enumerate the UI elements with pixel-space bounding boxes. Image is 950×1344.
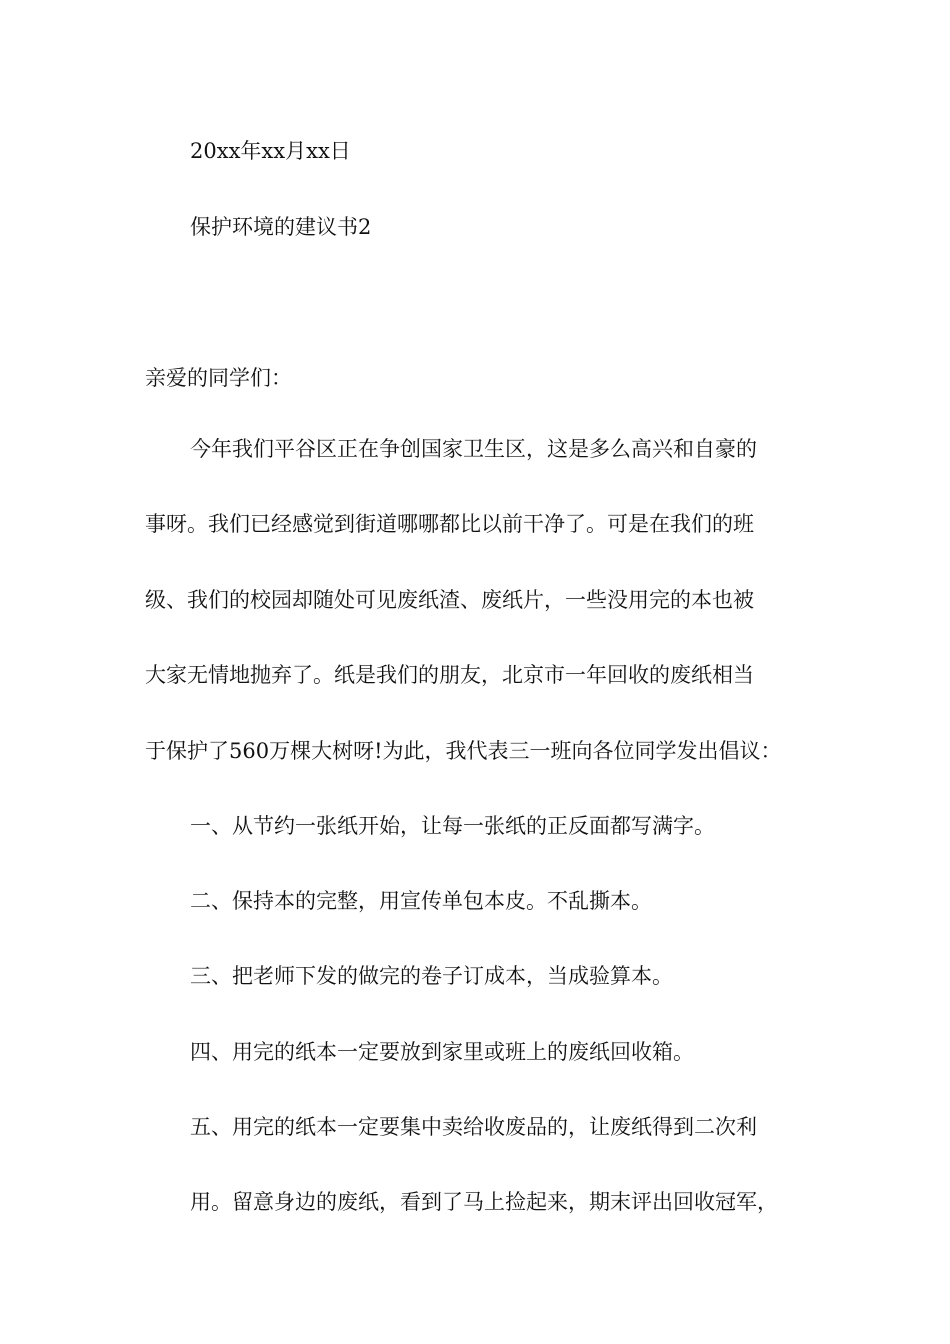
proposal-item-continuation: 用。留意身边的废纸，看到了马上捡起来，期末评出回收冠军， xyxy=(190,1190,778,1214)
paragraph-line: 于保护了560万棵大树呀!为此，我代表三一班向各位同学发出倡议： xyxy=(145,739,782,763)
document-date: 20xx年xx月xx日 xyxy=(190,139,351,163)
document-title: 保护环境的建议书2 xyxy=(190,215,372,239)
proposal-item: 五、用完的纸本一定要集中卖给收废品的，让废纸得到二次利 xyxy=(190,1115,757,1139)
paragraph-line: 事呀。我们已经感觉到街道哪哪都比以前干净了。可是在我们的班 xyxy=(145,512,754,536)
salutation: 亲爱的同学们： xyxy=(145,366,292,390)
proposal-item: 四、用完的纸本一定要放到家里或班上的废纸回收箱。 xyxy=(190,1040,694,1064)
proposal-item: 一、从节约一张纸开始，让每一张纸的正反面都写满字。 xyxy=(190,814,715,838)
paragraph-line: 今年我们平谷区正在争创国家卫生区，这是多么高兴和自豪的 xyxy=(190,437,757,461)
proposal-item: 三、把老师下发的做完的卷子订成本，当成验算本。 xyxy=(190,964,673,988)
paragraph-line: 大家无情地抛弃了。纸是我们的朋友，北京市一年回收的废纸相当 xyxy=(145,663,754,687)
paragraph-line: 级、我们的校园却随处可见废纸渣、废纸片，一些没用完的本也被 xyxy=(145,588,754,612)
proposal-item: 二、保持本的完整，用宣传单包本皮。不乱撕本。 xyxy=(190,889,652,913)
